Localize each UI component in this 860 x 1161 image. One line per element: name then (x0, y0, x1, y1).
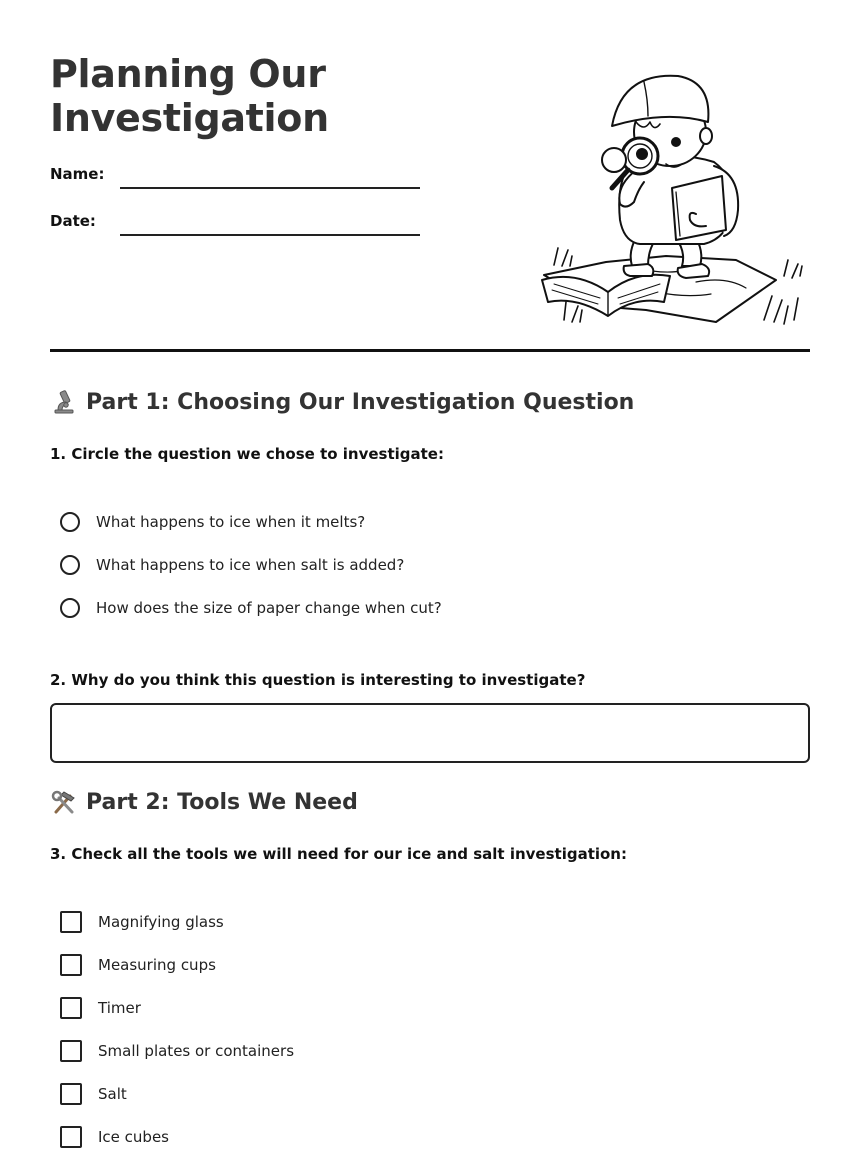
checkbox[interactable] (60, 1083, 82, 1105)
checkbox[interactable] (60, 1040, 82, 1062)
option-label: Timer (98, 999, 141, 1017)
radio-circle[interactable] (60, 555, 80, 575)
tool-option-2[interactable] (60, 953, 216, 977)
question-1-option-2[interactable] (60, 553, 404, 577)
option-label: Small plates or containers (98, 1042, 295, 1060)
page-title: Planning Our Investigation (50, 52, 329, 140)
hammer-and-wrench-icon (50, 788, 78, 816)
header-divider (50, 349, 810, 352)
question-2-answer-box[interactable] (50, 703, 810, 763)
option-label: What happens to ice when salt is added? (96, 556, 405, 574)
microscope-icon (50, 388, 78, 416)
question-3-prompt: 3. Check all the tools we will need for our ice and salt investigation: (50, 845, 627, 863)
checkbox[interactable] (60, 997, 82, 1019)
option-label: Magnifying glass (98, 913, 224, 931)
date-label: Date: (50, 212, 96, 230)
part1-heading-text: Part 1: Choosing Our Investigation Question (86, 389, 635, 415)
part2-heading-text: Part 2: Tools We Need (86, 789, 358, 815)
tool-option-3[interactable] (60, 996, 141, 1020)
checkbox[interactable] (60, 911, 82, 933)
checkbox[interactable] (60, 1126, 82, 1148)
part1-heading (50, 388, 634, 416)
checkbox[interactable] (60, 954, 82, 976)
option-label: Ice cubes (98, 1128, 169, 1146)
question-2-prompt: 2. Why do you think this question is interesting to investigate? (50, 671, 586, 689)
tool-option-5[interactable] (60, 1082, 127, 1106)
date-field[interactable] (120, 234, 420, 236)
tool-option-6[interactable] (60, 1125, 169, 1149)
radio-circle[interactable] (60, 598, 80, 618)
option-label: What happens to ice when it melts? (96, 513, 366, 531)
tool-option-4[interactable] (60, 1039, 294, 1063)
question-1-option-3[interactable] (60, 596, 442, 620)
radio-circle[interactable] (60, 512, 80, 532)
question-1-prompt: 1. Circle the question we chose to investigate: (50, 445, 444, 463)
option-label: How does the size of paper change when cut? (96, 599, 442, 617)
name-label: Name: (50, 165, 105, 183)
part2-heading (50, 788, 358, 816)
tool-option-1[interactable] (60, 910, 224, 934)
option-label: Measuring cups (98, 956, 216, 974)
question-1-option-1[interactable] (60, 510, 365, 534)
name-field[interactable] (120, 187, 420, 189)
explorer-illustration (536, 70, 812, 328)
option-label: Salt (98, 1085, 127, 1103)
